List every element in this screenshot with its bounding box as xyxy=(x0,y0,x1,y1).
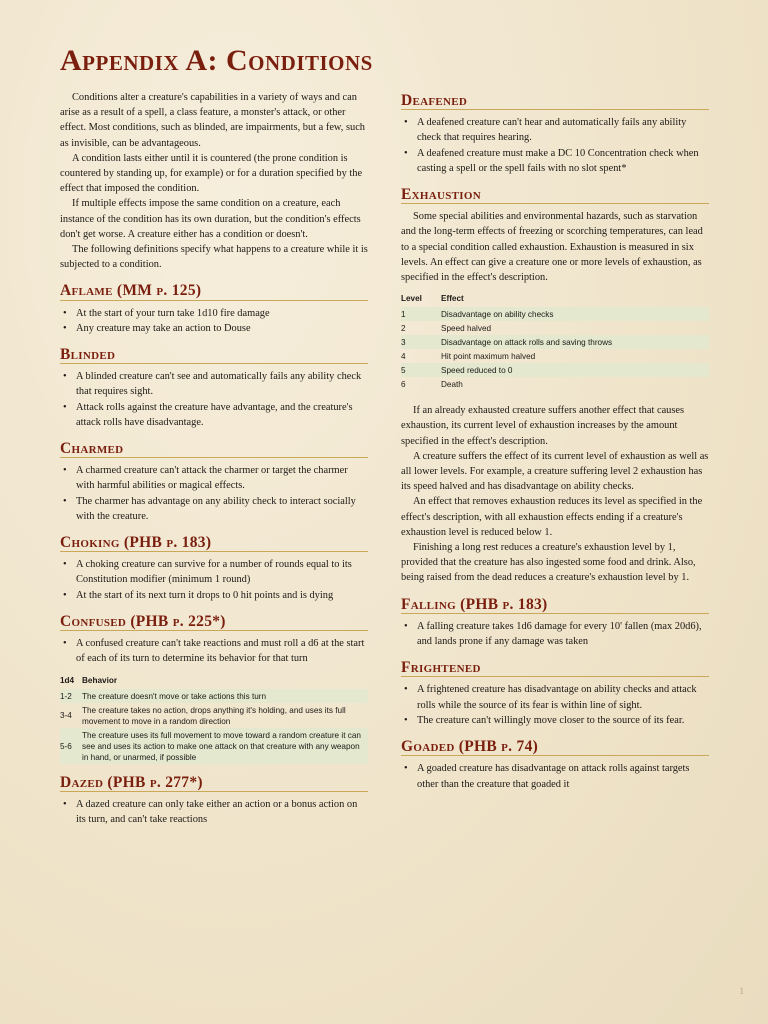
table-cell: Disadvantage on ability checks xyxy=(441,307,709,321)
table-cell: The creature doesn't move or take actions this turn xyxy=(82,689,368,703)
blinded-list xyxy=(60,369,368,430)
list-item: • At the start of your turn take 1d10 fire damage xyxy=(62,306,368,321)
list-item: • A dazed creature can only take either an action or a bonus action on its turn, and can't take reactions xyxy=(62,797,368,827)
list-item: • At the start of its next turn it drops to 0 hit points and is dying xyxy=(62,588,368,603)
falling-list xyxy=(401,619,709,649)
table-header-row xyxy=(60,673,368,689)
dazed-list xyxy=(60,797,368,827)
aflame-heading: Aflame (MM p. 125) xyxy=(60,283,368,300)
frightened-list xyxy=(401,682,709,728)
list-item: • A falling creature takes 1d6 damage for every 10' fallen (max 20d6), and lands prone if any damage was taken xyxy=(403,619,709,649)
list-item: • A blinded creature can't see and automatically fails any ability check that requires sight. xyxy=(62,369,368,399)
choking-heading: Choking (PHB p. 183) xyxy=(60,535,368,552)
list-item: • Attack rolls against the creature have advantage, and the creature's attack rolls have disadvantage. xyxy=(62,400,368,430)
page-number: 1 xyxy=(739,986,744,996)
goaded-list xyxy=(401,761,709,791)
list-item: • A charmed creature can't attack the charmer or target the charmer with harmful abilities or magical effects. xyxy=(62,463,368,493)
table-cell: Speed halved xyxy=(441,324,492,334)
intro-paragraph: A condition lasts either until it is countered (the prone condition is countered by standing up, for example) or for a duration specified by the effect that imposed the condition. xyxy=(60,152,363,195)
left-column xyxy=(60,90,368,827)
exhaustion-intro: Some special abilities and environmental hazards, such as starvation and the long-term effects of freezing or scorching temperatures, can lead to a special condition called exhaustion. Exhaustion is measured in six levels. An effect can give a creature one or more levels of exhaustion, as specified in the effect's description. xyxy=(401,211,703,284)
deafened-list xyxy=(401,115,709,176)
goaded-heading: Goaded (PHB p. 74) xyxy=(401,739,709,756)
table-row xyxy=(401,321,709,335)
exhaustion-paragraph: An effect that removes exhaustion reduces its level as specified in the effect's description, with all exhaustion effects ending if a creature's exhaustion level is reduced below 1. xyxy=(401,496,703,538)
table-row xyxy=(60,689,368,703)
table-cell: 4 xyxy=(401,352,406,362)
confused-heading: Confused (PHB p. 225*) xyxy=(60,614,368,631)
intro-paragraph: Conditions alter a creature's capabilities in a variety of ways and can arise as a result of a spell, a class feature, a monster's attack, or other effect. Most conditions, such as blinded, are impairments, but a few, such as invisible, can be advantageous. xyxy=(60,92,366,149)
table-cell: Disadvantage on attack rolls and saving throws xyxy=(441,335,709,349)
table-cell: The creature takes no action, drops anything it's holding, and uses its full movement to move in a random direction xyxy=(82,705,346,726)
page-title: Appendix A: Conditions xyxy=(60,44,373,77)
exhaustion-paragraph: Finishing a long rest reduces a creature's exhaustion level by 1, provided that the creature has also ingested some food and drink. Also, being raised from the dead reduces a creature's exhaustion level by 1. xyxy=(401,542,696,584)
charmed-heading: Charmed xyxy=(60,441,368,458)
list-item: • The creature can't willingly move closer to the source of its fear. xyxy=(403,713,709,728)
list-item: • A deafened creature must make a DC 10 Concentration check when casting a spell or the spell fails with no slot spent* xyxy=(403,146,709,176)
table-cell: 3-4 xyxy=(60,711,72,720)
list-item: • A confused creature can't take reactions and must roll a d6 at the start of each of its turn to determine its behavior for that turn xyxy=(62,636,368,666)
table-row xyxy=(401,335,709,349)
choking-list xyxy=(60,557,368,603)
table-row xyxy=(401,349,709,363)
table-cell: 2 xyxy=(401,324,406,334)
confused-list xyxy=(60,636,368,666)
exhaustion-level-table xyxy=(401,291,709,391)
table-cell: 1-2 xyxy=(60,689,82,703)
exhaustion-paragraph: If an already exhausted creature suffers another effect that causes exhaustion, its current level of exhaustion increases by the amount specified in the effect's description. xyxy=(401,405,685,447)
table-cell: Death xyxy=(441,380,463,390)
table-cell: Hit point maximum halved xyxy=(441,352,536,362)
frightened-heading: Frightened xyxy=(401,660,709,677)
table-cell: 3 xyxy=(401,335,441,349)
exhaustion-heading: Exhaustion xyxy=(401,187,709,204)
intro-paragraph: The following definitions specify what happens to a creature while it is subjected to a condition. xyxy=(60,244,368,271)
deafened-heading: Deafened xyxy=(401,93,709,110)
table-cell: 5 xyxy=(401,363,441,377)
table-row xyxy=(60,728,368,764)
table-row xyxy=(401,377,709,391)
table-cell: Speed reduced to 0 xyxy=(441,363,709,377)
intro-paragraph: If multiple effects impose the same condition on a creature, each instance of the condition has its own duration, but the condition's effects don't get worse. A creature either has a condition or doesn't. xyxy=(60,198,361,240)
charmed-list xyxy=(60,463,368,524)
table-header: Level xyxy=(401,294,422,304)
table-header: Effect xyxy=(441,294,464,304)
table-cell: The creature uses its full movement to move toward a random creature it can see and uses its action to make one attack on that creature with any weapon in hand, or unarmed, if possible xyxy=(82,728,368,764)
blinded-heading: Blinded xyxy=(60,347,368,364)
table-cell: 5-6 xyxy=(60,728,82,764)
table-header: 1d4 xyxy=(60,675,75,685)
table-row xyxy=(60,703,368,728)
table-header-row xyxy=(401,291,709,307)
list-item: • Any creature may take an action to Douse xyxy=(62,321,368,336)
list-item: • A choking creature can survive for a number of rounds equal to its Constitution modifier (minimum 1 round) xyxy=(62,557,368,587)
confused-behavior-table xyxy=(60,673,368,764)
dazed-heading: Dazed (PHB p. 277*) xyxy=(60,775,368,792)
list-item: • The charmer has advantage on any ability check to interact socially with the creature. xyxy=(62,494,368,524)
table-cell: 1 xyxy=(401,307,441,321)
table-cell: 6 xyxy=(401,380,406,390)
list-item: • A frightened creature has disadvantage on ability checks and attack rolls while the source of its fear is within line of sight. xyxy=(403,682,709,712)
table-header: Behavior xyxy=(82,675,118,685)
list-item: • A deafened creature can't hear and automatically fails any ability check that requires hearing. xyxy=(403,115,709,145)
exhaustion-paragraph: A creature suffers the effect of its current level of exhaustion as well as all lower levels. For example, a creature suffering level 2 exhaustion has its speed halved and has disadvantage on ability checks. xyxy=(401,450,709,493)
table-row xyxy=(401,307,709,321)
right-column xyxy=(401,93,709,792)
aflame-list xyxy=(60,306,368,336)
list-item: • A goaded creature has disadvantage on attack rolls against targets other than the creature that goaded it xyxy=(403,761,709,791)
falling-heading: Falling (PHB p. 183) xyxy=(401,597,709,614)
table-row xyxy=(401,363,709,377)
